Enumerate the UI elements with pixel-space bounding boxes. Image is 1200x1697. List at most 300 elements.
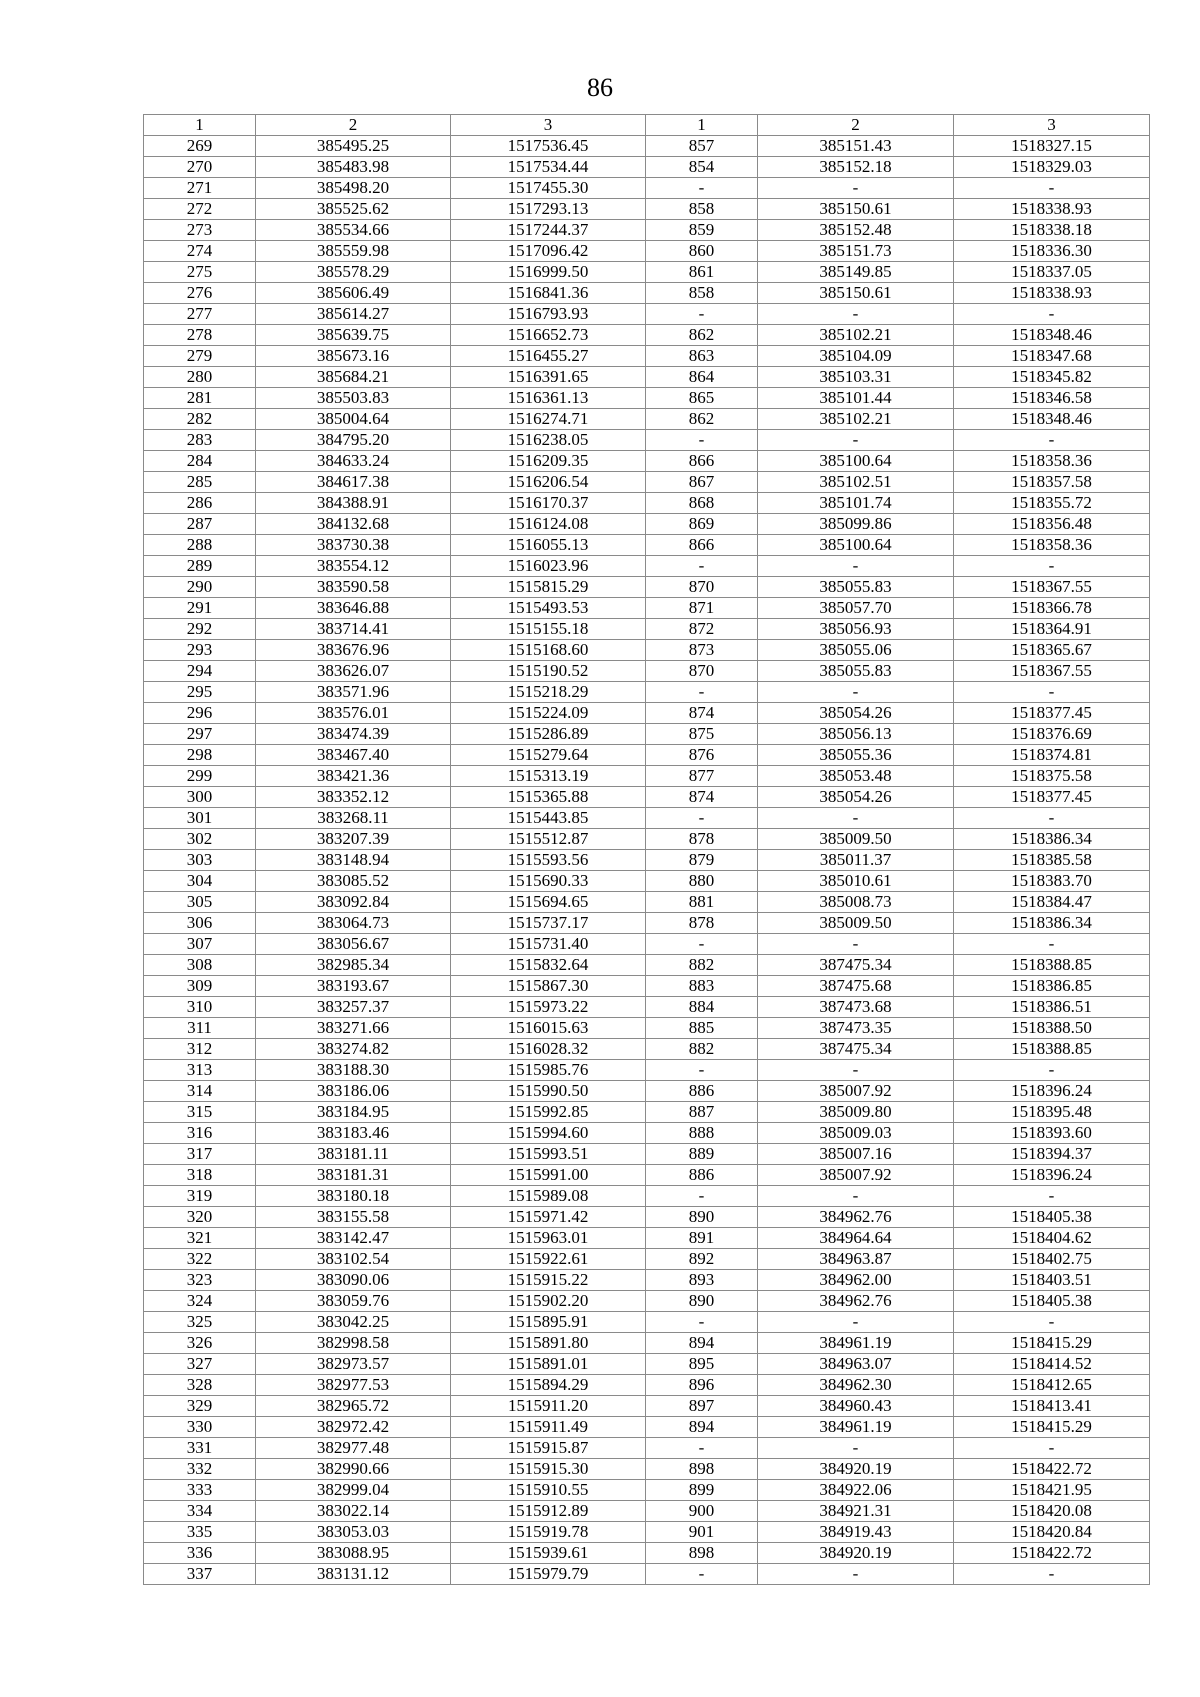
table-cell: -: [954, 304, 1150, 325]
table-row: [144, 640, 1150, 661]
table-cell: 1518385.58: [954, 850, 1150, 871]
table-cell: -: [758, 556, 954, 577]
table-cell: 1515915.30: [451, 1459, 646, 1480]
table-cell: 301: [144, 808, 256, 829]
table-cell: 383590.58: [256, 577, 451, 598]
table-cell: 1518413.41: [954, 1396, 1150, 1417]
table-cell: 1518329.03: [954, 157, 1150, 178]
table-cell: 315: [144, 1102, 256, 1123]
table-cell: 1518420.84: [954, 1522, 1150, 1543]
table-cell: 385151.73: [758, 241, 954, 262]
table-cell: -: [954, 1312, 1150, 1333]
table-cell: 1515832.64: [451, 955, 646, 976]
table-row: [144, 388, 1150, 409]
table-cell: 306: [144, 913, 256, 934]
table-cell: 327: [144, 1354, 256, 1375]
table-cell: 1518366.78: [954, 598, 1150, 619]
table-cell: 1518337.05: [954, 262, 1150, 283]
table-cell: 385606.49: [256, 283, 451, 304]
table-cell: 1518338.93: [954, 283, 1150, 304]
table-row: [144, 745, 1150, 766]
table-cell: -: [758, 682, 954, 703]
table-cell: 288: [144, 535, 256, 556]
table-row: [144, 451, 1150, 472]
table-row: [144, 1354, 1150, 1375]
table-cell: 896: [646, 1375, 758, 1396]
table-cell: 1515218.29: [451, 682, 646, 703]
table-cell: 385100.64: [758, 451, 954, 472]
table-cell: 291: [144, 598, 256, 619]
table-cell: 878: [646, 913, 758, 934]
table-row: [144, 934, 1150, 955]
table-row: [144, 1522, 1150, 1543]
table-cell: 384963.07: [758, 1354, 954, 1375]
table-cell: 322: [144, 1249, 256, 1270]
table-cell: -: [646, 304, 758, 325]
table-row: [144, 1333, 1150, 1354]
table-row: [144, 136, 1150, 157]
table-cell: -: [646, 556, 758, 577]
table-cell: 385151.43: [758, 136, 954, 157]
table-cell: -: [954, 556, 1150, 577]
table-cell: 335: [144, 1522, 256, 1543]
table-row: [144, 1501, 1150, 1522]
table-cell: 295: [144, 682, 256, 703]
table-cell: 277: [144, 304, 256, 325]
table-cell: -: [646, 1312, 758, 1333]
table-cell: 385009.50: [758, 913, 954, 934]
table-cell: 385009.50: [758, 829, 954, 850]
table-cell: 385056.93: [758, 619, 954, 640]
table-cell: 383467.40: [256, 745, 451, 766]
table-cell: 382973.57: [256, 1354, 451, 1375]
table-cell: 334: [144, 1501, 256, 1522]
table-cell: 863: [646, 346, 758, 367]
table-row: [144, 472, 1150, 493]
table-cell: 1517244.37: [451, 220, 646, 241]
table-row: [144, 262, 1150, 283]
table-cell: -: [954, 1438, 1150, 1459]
table-cell: 272: [144, 199, 256, 220]
table-cell: 331: [144, 1438, 256, 1459]
table-cell: 383714.41: [256, 619, 451, 640]
table-cell: 385007.92: [758, 1081, 954, 1102]
table-cell: 1515894.29: [451, 1375, 646, 1396]
table-cell: 892: [646, 1249, 758, 1270]
table-cell: 384633.24: [256, 451, 451, 472]
coordinates-table: [143, 114, 1150, 1585]
table-cell: 385534.66: [256, 220, 451, 241]
table-cell: 385007.16: [758, 1144, 954, 1165]
table-cell: 383131.12: [256, 1564, 451, 1585]
table-cell: 385102.51: [758, 472, 954, 493]
table-cell: 864: [646, 367, 758, 388]
header-cell-x-right: 2: [758, 115, 954, 136]
table-cell: 1518367.55: [954, 661, 1150, 682]
table-cell: 1515902.20: [451, 1291, 646, 1312]
table-cell: 382998.58: [256, 1333, 451, 1354]
table-cell: 303: [144, 850, 256, 871]
table-cell: 1515992.85: [451, 1102, 646, 1123]
table-cell: 1518348.46: [954, 409, 1150, 430]
table-cell: 385150.61: [758, 283, 954, 304]
table-row: [144, 1123, 1150, 1144]
table-cell: -: [646, 1186, 758, 1207]
table-cell: 385053.48: [758, 766, 954, 787]
table-cell: 323: [144, 1270, 256, 1291]
table-cell: 1518356.48: [954, 514, 1150, 535]
table-row: [144, 325, 1150, 346]
table-cell: 885: [646, 1018, 758, 1039]
table-cell: 1515443.85: [451, 808, 646, 829]
header-cell-point-number-right: 1: [646, 115, 758, 136]
table-cell: 336: [144, 1543, 256, 1564]
table-cell: 385149.85: [758, 262, 954, 283]
table-cell: 869: [646, 514, 758, 535]
table-cell: 383626.07: [256, 661, 451, 682]
table-cell: 894: [646, 1333, 758, 1354]
table-cell: 385007.92: [758, 1165, 954, 1186]
table-cell: 385525.62: [256, 199, 451, 220]
table-cell: 865: [646, 388, 758, 409]
table-cell: 1515365.88: [451, 787, 646, 808]
table-cell: 298: [144, 745, 256, 766]
table-cell: -: [758, 1438, 954, 1459]
table-cell: 382972.42: [256, 1417, 451, 1438]
table-cell: 1518376.69: [954, 724, 1150, 745]
table-cell: -: [758, 1186, 954, 1207]
table-cell: 279: [144, 346, 256, 367]
table-cell: 883: [646, 976, 758, 997]
table-cell: 383554.12: [256, 556, 451, 577]
table-cell: 900: [646, 1501, 758, 1522]
table-cell: 1516209.35: [451, 451, 646, 472]
table-row: [144, 1144, 1150, 1165]
table-cell: -: [954, 1186, 1150, 1207]
table-cell: 884: [646, 997, 758, 1018]
table-cell: -: [646, 1564, 758, 1585]
table-cell: 1517534.44: [451, 157, 646, 178]
table-cell: 861: [646, 262, 758, 283]
table-cell: 289: [144, 556, 256, 577]
table-cell: 383090.06: [256, 1270, 451, 1291]
header-cell-x-left: 2: [256, 115, 451, 136]
table-cell: 385559.98: [256, 241, 451, 262]
table-cell: 281: [144, 388, 256, 409]
table-row: [144, 1543, 1150, 1564]
table-cell: 384962.76: [758, 1207, 954, 1228]
table-cell: 1518415.29: [954, 1333, 1150, 1354]
table-cell: 385152.18: [758, 157, 954, 178]
table-cell: 384388.91: [256, 493, 451, 514]
table-cell: 305: [144, 892, 256, 913]
table-cell: 383042.25: [256, 1312, 451, 1333]
table-cell: 384960.43: [758, 1396, 954, 1417]
table-cell: 1518388.50: [954, 1018, 1150, 1039]
table-row: [144, 598, 1150, 619]
table-cell: 1515915.22: [451, 1270, 646, 1291]
table-cell: 385503.83: [256, 388, 451, 409]
table-cell: 1516361.13: [451, 388, 646, 409]
table-row: [144, 409, 1150, 430]
table-cell: 310: [144, 997, 256, 1018]
table-cell: 385101.74: [758, 493, 954, 514]
table-cell: 385057.70: [758, 598, 954, 619]
table-cell: 294: [144, 661, 256, 682]
table-cell: 1516652.73: [451, 325, 646, 346]
table-row: [144, 766, 1150, 787]
table-cell: 276: [144, 283, 256, 304]
table-cell: 866: [646, 535, 758, 556]
table-cell: 868: [646, 493, 758, 514]
table-cell: 384963.87: [758, 1249, 954, 1270]
table-row: [144, 346, 1150, 367]
table-cell: 385152.48: [758, 220, 954, 241]
table-cell: 862: [646, 325, 758, 346]
table-cell: -: [758, 1312, 954, 1333]
table-cell: 878: [646, 829, 758, 850]
table-cell: 284: [144, 451, 256, 472]
table-cell: 1518375.58: [954, 766, 1150, 787]
table-cell: 387475.34: [758, 955, 954, 976]
table-cell: 1517455.30: [451, 178, 646, 199]
table-cell: 384920.19: [758, 1543, 954, 1564]
table-cell: 385639.75: [256, 325, 451, 346]
table-cell: 1515922.61: [451, 1249, 646, 1270]
table-cell: 891: [646, 1228, 758, 1249]
table-cell: -: [646, 808, 758, 829]
table-cell: 385100.64: [758, 535, 954, 556]
table-cell: 1518386.34: [954, 829, 1150, 850]
table-cell: 1518383.70: [954, 871, 1150, 892]
table-cell: -: [954, 1060, 1150, 1081]
table-row: [144, 199, 1150, 220]
table-cell: 383181.11: [256, 1144, 451, 1165]
table-cell: -: [758, 934, 954, 955]
table-cell: 1515979.79: [451, 1564, 646, 1585]
table-row: [144, 703, 1150, 724]
table-cell: 271: [144, 178, 256, 199]
table-cell: 1515990.50: [451, 1081, 646, 1102]
table-cell: 1518404.62: [954, 1228, 1150, 1249]
table-cell: 300: [144, 787, 256, 808]
table-cell: 1518357.58: [954, 472, 1150, 493]
table-cell: 382999.04: [256, 1480, 451, 1501]
header-cell-y-left: 3: [451, 115, 646, 136]
table-cell: 280: [144, 367, 256, 388]
table-cell: 292: [144, 619, 256, 640]
table-row: [144, 241, 1150, 262]
table-cell: 328: [144, 1375, 256, 1396]
table-cell: 1518388.85: [954, 955, 1150, 976]
table-cell: 313: [144, 1060, 256, 1081]
table-row: [144, 1417, 1150, 1438]
table-row: [144, 1207, 1150, 1228]
table-body: [144, 136, 1150, 1585]
table-cell: 1515815.29: [451, 577, 646, 598]
table-cell: 1515919.78: [451, 1522, 646, 1543]
table-cell: 1515993.51: [451, 1144, 646, 1165]
table-row: [144, 682, 1150, 703]
table-cell: -: [758, 808, 954, 829]
table-cell: 385684.21: [256, 367, 451, 388]
table-cell: 319: [144, 1186, 256, 1207]
table-cell: 866: [646, 451, 758, 472]
table-cell: 317: [144, 1144, 256, 1165]
table-cell: 1515731.40: [451, 934, 646, 955]
table-cell: -: [954, 808, 1150, 829]
table-row: [144, 1249, 1150, 1270]
table-cell: 384920.19: [758, 1459, 954, 1480]
table-row: [144, 1165, 1150, 1186]
table-cell: 1518415.29: [954, 1417, 1150, 1438]
table-cell: 384919.43: [758, 1522, 954, 1543]
header-cell-point-number-left: 1: [144, 115, 256, 136]
table-cell: 881: [646, 892, 758, 913]
table-cell: 1515512.87: [451, 829, 646, 850]
table-cell: 1518405.38: [954, 1207, 1150, 1228]
table-cell: 897: [646, 1396, 758, 1417]
table-cell: 1515985.76: [451, 1060, 646, 1081]
table-cell: 873: [646, 640, 758, 661]
table-cell: 385673.16: [256, 346, 451, 367]
table-cell: 894: [646, 1417, 758, 1438]
table-cell: 886: [646, 1165, 758, 1186]
table-cell: 875: [646, 724, 758, 745]
table-cell: 385150.61: [758, 199, 954, 220]
table-cell: 901: [646, 1522, 758, 1543]
table-cell: 888: [646, 1123, 758, 1144]
table-cell: 1516028.32: [451, 1039, 646, 1060]
table-row: [144, 178, 1150, 199]
table-cell: 383188.30: [256, 1060, 451, 1081]
table-cell: 385055.83: [758, 661, 954, 682]
table-cell: -: [646, 178, 758, 199]
table-cell: -: [646, 430, 758, 451]
table-row: [144, 871, 1150, 892]
table-row: [144, 577, 1150, 598]
table-cell: 383022.14: [256, 1501, 451, 1522]
table-cell: 383056.67: [256, 934, 451, 955]
table-cell: 899: [646, 1480, 758, 1501]
table-cell: 273: [144, 220, 256, 241]
table-cell: 874: [646, 787, 758, 808]
table-cell: 1515286.89: [451, 724, 646, 745]
table-cell: 1515963.01: [451, 1228, 646, 1249]
table-cell: 1518403.51: [954, 1270, 1150, 1291]
table-cell: 385614.27: [256, 304, 451, 325]
table-cell: 1516391.65: [451, 367, 646, 388]
table-cell: 383085.52: [256, 871, 451, 892]
table-cell: 1516023.96: [451, 556, 646, 577]
table-cell: 1518336.30: [954, 241, 1150, 262]
table-cell: 383180.18: [256, 1186, 451, 1207]
table-row: [144, 976, 1150, 997]
table-cell: 1515313.19: [451, 766, 646, 787]
table-cell: 1516206.54: [451, 472, 646, 493]
table-cell: -: [758, 178, 954, 199]
table-cell: 874: [646, 703, 758, 724]
table-cell: 285: [144, 472, 256, 493]
table-cell: 383053.03: [256, 1522, 451, 1543]
table-cell: -: [758, 1564, 954, 1585]
table-cell: 1516170.37: [451, 493, 646, 514]
table-cell: 383207.39: [256, 829, 451, 850]
table-cell: 384962.00: [758, 1270, 954, 1291]
table-cell: 311: [144, 1018, 256, 1039]
table-cell: 382990.66: [256, 1459, 451, 1480]
table-row: [144, 1438, 1150, 1459]
table-cell: 385104.09: [758, 346, 954, 367]
table-cell: 383576.01: [256, 703, 451, 724]
table-cell: 383474.39: [256, 724, 451, 745]
table-cell: 1518405.38: [954, 1291, 1150, 1312]
table-cell: 1518393.60: [954, 1123, 1150, 1144]
table-cell: 383352.12: [256, 787, 451, 808]
table-cell: 1518374.81: [954, 745, 1150, 766]
table-row: [144, 997, 1150, 1018]
table-cell: 384962.30: [758, 1375, 954, 1396]
table-cell: 383271.66: [256, 1018, 451, 1039]
table-cell: 385498.20: [256, 178, 451, 199]
table-cell: 318: [144, 1165, 256, 1186]
table-cell: 893: [646, 1270, 758, 1291]
table-cell: 287: [144, 514, 256, 535]
table-cell: 1516055.13: [451, 535, 646, 556]
table-cell: -: [758, 1060, 954, 1081]
table-cell: 1515168.60: [451, 640, 646, 661]
table-cell: -: [954, 1564, 1150, 1585]
table-cell: 1518355.72: [954, 493, 1150, 514]
header-cell-y-right: 3: [954, 115, 1150, 136]
table-cell: 1518402.75: [954, 1249, 1150, 1270]
table-cell: -: [954, 934, 1150, 955]
table-cell: 383155.58: [256, 1207, 451, 1228]
table-cell: 384795.20: [256, 430, 451, 451]
table-cell: 877: [646, 766, 758, 787]
table-row: [144, 1228, 1150, 1249]
table-cell: 383257.37: [256, 997, 451, 1018]
table-cell: 385102.21: [758, 409, 954, 430]
table-cell: 308: [144, 955, 256, 976]
table-cell: -: [954, 430, 1150, 451]
table-cell: 1516841.36: [451, 283, 646, 304]
table-cell: 320: [144, 1207, 256, 1228]
table-row: [144, 1102, 1150, 1123]
table-cell: 1518388.85: [954, 1039, 1150, 1060]
table-cell: 860: [646, 241, 758, 262]
table-cell: 1516793.93: [451, 304, 646, 325]
table-cell: 299: [144, 766, 256, 787]
table-cell: 385101.44: [758, 388, 954, 409]
table-cell: 384132.68: [256, 514, 451, 535]
table-cell: 383102.54: [256, 1249, 451, 1270]
table-cell: 871: [646, 598, 758, 619]
table-cell: 1518327.15: [954, 136, 1150, 157]
table-cell: 1515910.55: [451, 1480, 646, 1501]
table-row: [144, 1039, 1150, 1060]
table-cell: 1518358.36: [954, 451, 1150, 472]
table-row: [144, 1375, 1150, 1396]
table-cell: 383274.82: [256, 1039, 451, 1060]
table-row: [144, 1270, 1150, 1291]
table-cell: 1518377.45: [954, 703, 1150, 724]
table-cell: 895: [646, 1354, 758, 1375]
table-cell: 890: [646, 1207, 758, 1228]
table-row: [144, 829, 1150, 850]
table-row: [144, 850, 1150, 871]
table-cell: 387473.35: [758, 1018, 954, 1039]
